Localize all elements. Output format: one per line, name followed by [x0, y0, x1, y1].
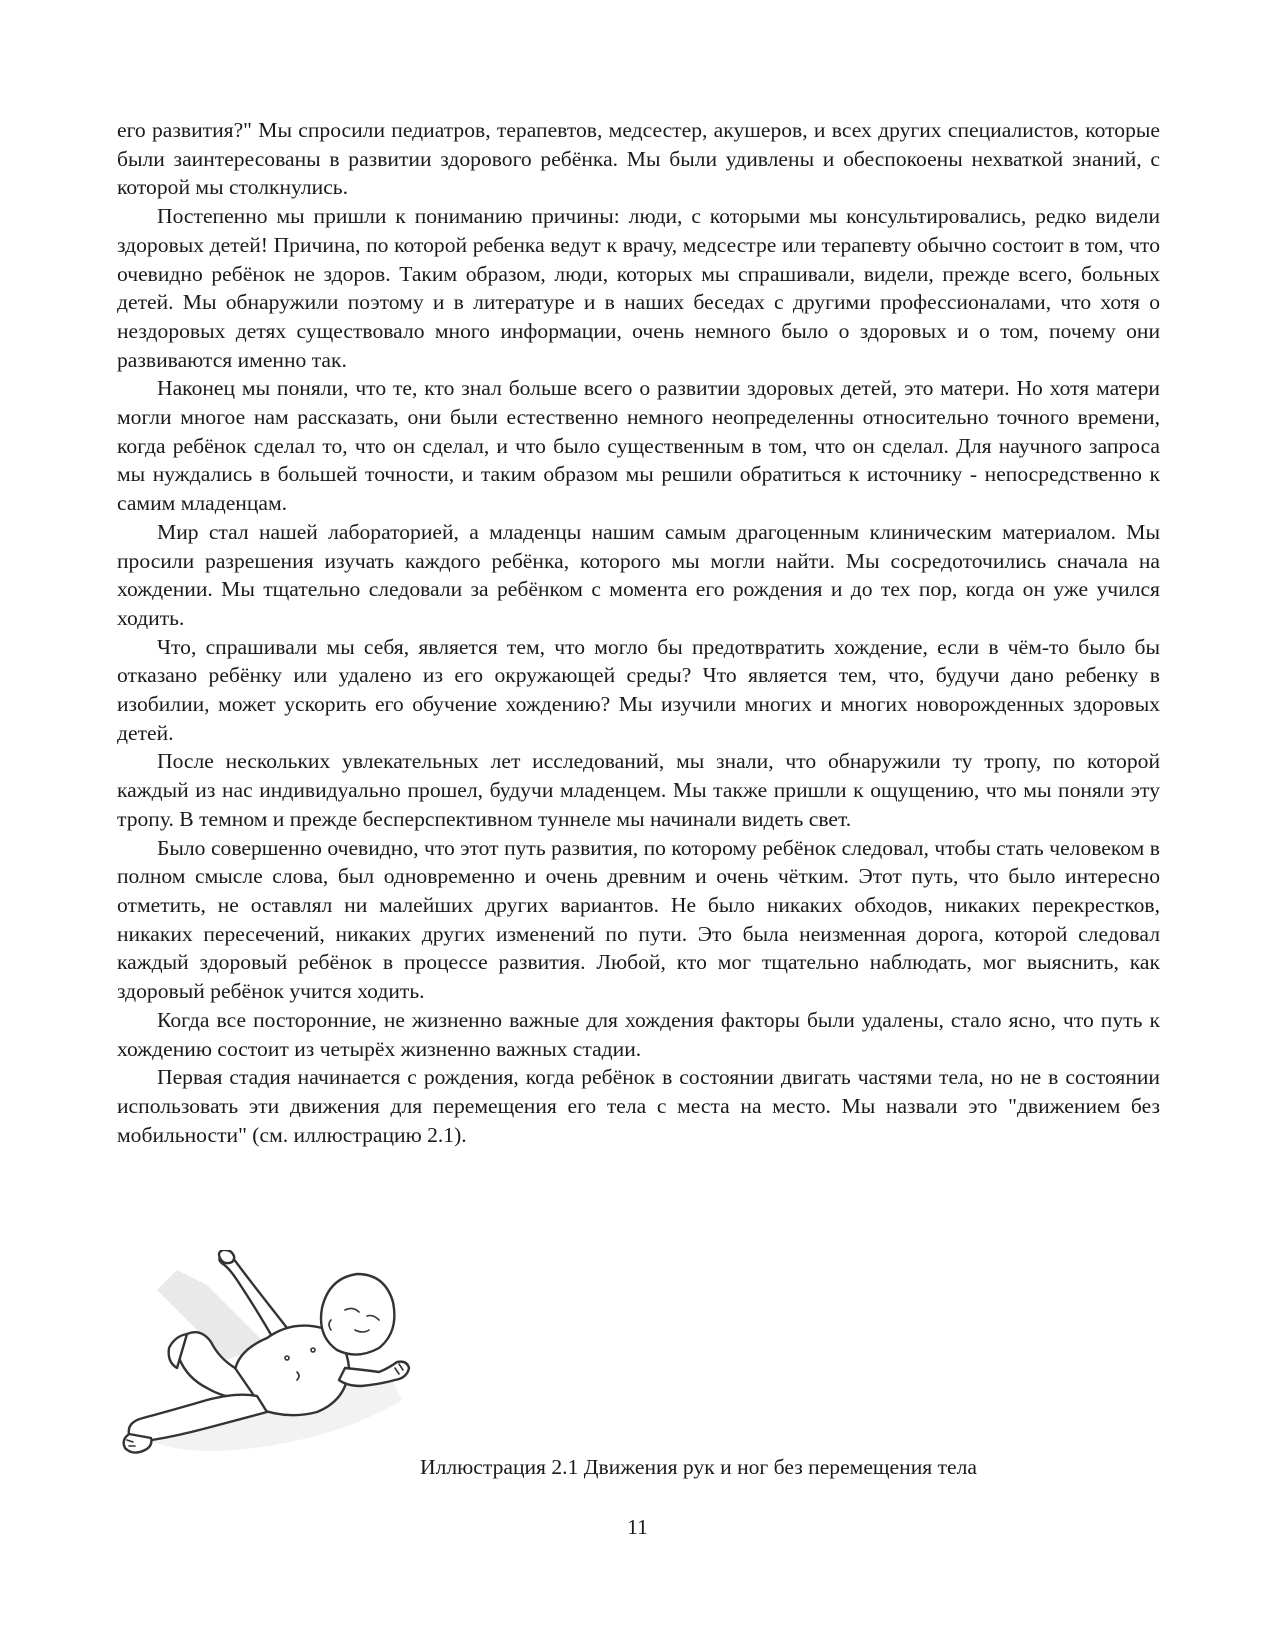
- page-number: 11: [627, 1515, 648, 1539]
- paragraph: После нескольких увлекательных лет исследований, мы знали, что обнаружили ту тропу, по которой каждый из нас индивидуально прошел, будучи младенцем. Мы также пришли к ощущению, что мы поняли эту тропу. В темном и прежде бесперспективном туннеле мы начинали видеть свет.: [117, 749, 1160, 831]
- figure-caption: Иллюстрация 2.1 Движения рук и ног без перемещения тела: [420, 1455, 977, 1479]
- paragraph: Постепенно мы пришли к пониманию причины: люди, с которыми мы консультировались, редко видели здоровых детей! Причина, по которой ребенка ведут к врачу, медсестре или терапевту обычно состоит в том, что очевидно ребёнок не здоров. Таким образом, люди, которых мы спрашивали, видели, прежде всего, больных детей. Мы обнаружили поэтому и в литературе и в наших беседах с другими профессионалами, что хотя о нездоровых детях существовало много информации, очень немного было о здоровых и о том, почему они развиваются именно так.: [117, 204, 1160, 372]
- infant-lying-on-back-illustration: [117, 1250, 417, 1465]
- paragraph: Было совершенно очевидно, что этот путь развития, по которому ребёнок следовал, чтобы стать человеком в полном смысле слова, был одновременно и очень древним и очень чётким. Этот путь, что было интересно отметить, не оставлял ни малейших других вариантов. Не было никаких обходов, никаких перекрестков, никаких пересечений, никаких других изменений по пути. Это была неизменная дорога, которой следовал каждый здоровый ребёнок в процессе развития. Любой, кто мог тщательно наблюдать, мог выяснить, как здоровый ребёнок учится ходить.: [117, 835, 1160, 1004]
- paragraph: Первая стадия начинается с рождения, когда ребёнок в состоянии двигать частями тела, но не в состоянии использовать эти движения для перемещения его тела с места на место. Мы назвали это "движением без мобильности" (см. иллюстрацию 2.1).: [117, 1065, 1160, 1147]
- paragraph: его развития?" Мы спросили педиатров, терапевтов, медсестер, акушеров, и всех других специалистов, которые были заинтересованы в развитии здорового ребёнка. Мы были удивлены и обеспокоены нехваткой знаний, с которой мы столкнулись.: [117, 118, 1160, 200]
- body-text: [117, 116, 1160, 1149]
- paragraph: Наконец мы поняли, что те, кто знал больше всего о развитии здоровых детей, это матери. Но хотя матери могли многое нам рассказать, они были естественно немного неопределенны относительно точного времени, когда ребёнок сделал то, что он сделал, и что было существенным в том, что он сделал. Для научного запроса мы нуждались в большей точности, и таким образом мы решили обратиться к источнику - непосредственно к самим младенцам.: [117, 376, 1160, 516]
- paragraph: Когда все посторонние, не жизненно важные для хождения факторы были удалены, стало ясно, что путь к хождению состоит из четырёх жизненно важных стадии.: [117, 1007, 1160, 1061]
- paragraph: Мир стал нашей лабораторией, а младенцы нашим самым драгоценным клиническим материалом. Мы просили разрешения изучать каждого ребёнка, которого мы могли найти. Мы сосредоточились сначала на хождении. Мы тщательно следовали за ребёнком с момента его рождения и до тех пор, когда он уже учился ходить.: [117, 519, 1160, 630]
- infant-icon: [117, 1250, 417, 1465]
- paragraph: Что, спрашивали мы себя, является тем, что могло бы предотвратить хождение, если в чём-то было бы отказано ребёнку или удалено из его окружающей среды? Что является тем, что, будучи дано ребенку в изобилии, может ускорить его обучение хождению? Мы изучили многих и многих новорожденных здоровых детей.: [117, 634, 1160, 745]
